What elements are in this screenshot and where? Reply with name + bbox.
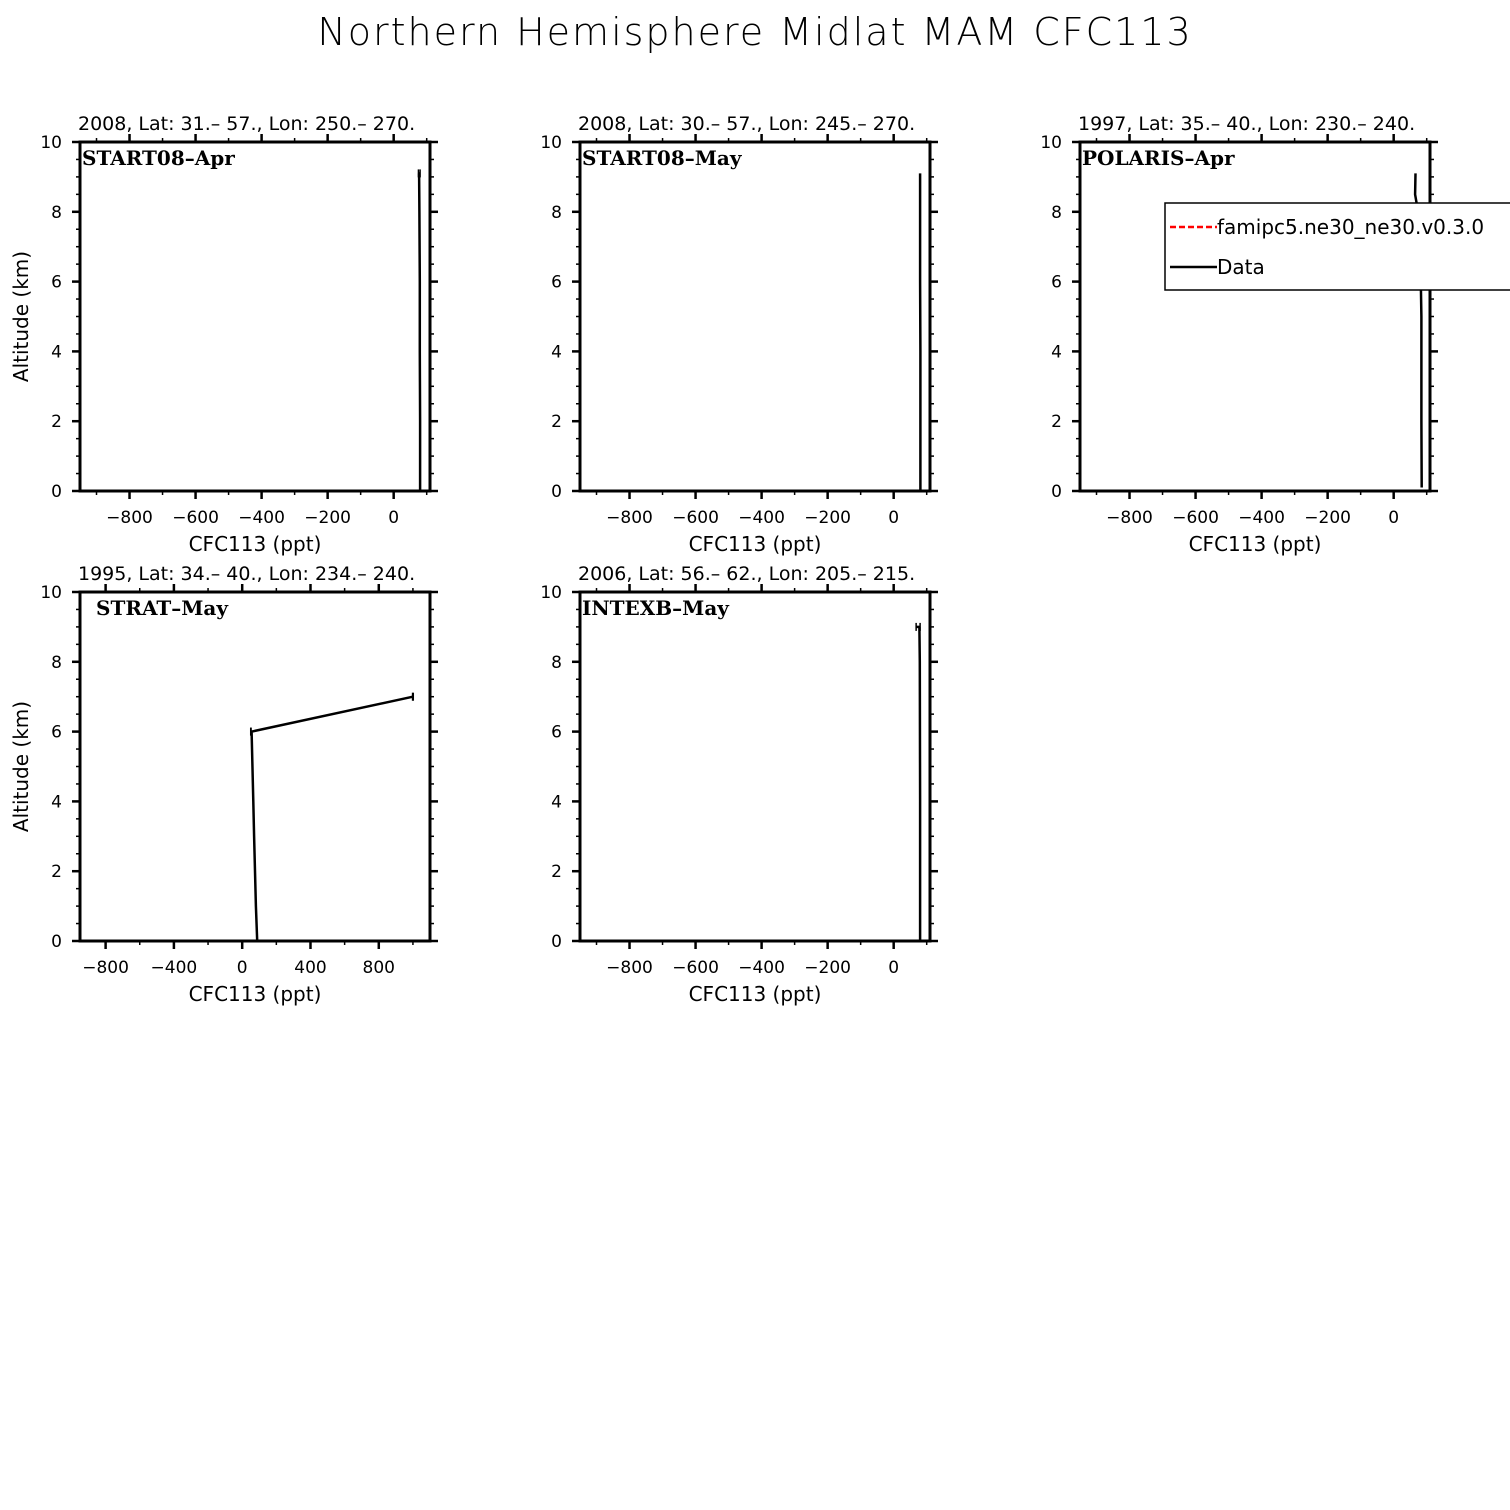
- y-tick-label: 6: [1051, 272, 1062, 293]
- x-tick-label: 0: [888, 508, 900, 528]
- x-tick-label: 0: [236, 958, 248, 978]
- y-axis-label: Altitude (km): [9, 700, 33, 833]
- y-tick-label: 10: [540, 583, 562, 603]
- series-line-data: [919, 627, 920, 941]
- x-tick-label: −600: [1172, 508, 1219, 528]
- panel-subtitle: 1997, Lat: 35.– 40., Lon: 230.– 240.: [1078, 113, 1416, 135]
- panel-label: START08–Apr: [82, 146, 235, 170]
- x-tick-label: −600: [172, 508, 219, 528]
- y-tick-label: 2: [1051, 412, 1062, 433]
- x-tick-label: −400: [150, 958, 198, 978]
- x-axis-label: CFC113 (ppt): [688, 532, 822, 556]
- y-tick-label: 8: [51, 652, 62, 673]
- x-axis-label: CFC113 (ppt): [688, 982, 822, 1006]
- y-tick-label: 6: [51, 722, 62, 743]
- panel-subtitle: 1995, Lat: 34.– 40., Lon: 234.– 240.: [78, 563, 416, 585]
- y-tick-label: 2: [51, 412, 62, 433]
- x-tick-label: −200: [804, 958, 851, 978]
- y-axis-label: Altitude (km): [9, 250, 33, 383]
- y-tick-label: 0: [551, 482, 562, 502]
- y-tick-label: 6: [551, 722, 562, 743]
- x-tick-label: −200: [804, 508, 851, 528]
- plot-frame: [1080, 142, 1430, 491]
- x-tick-label: −800: [106, 508, 153, 528]
- x-tick-label: −600: [672, 508, 719, 528]
- y-tick-label: 8: [1051, 202, 1062, 223]
- x-tick-label: 0: [888, 958, 900, 978]
- y-tick-label: 4: [51, 342, 62, 363]
- y-tick-label: 4: [551, 342, 562, 363]
- y-tick-label: 0: [551, 932, 562, 952]
- page-title: Northern Hemisphere Midlat MAM CFC113: [317, 10, 1193, 54]
- y-tick-label: 8: [51, 202, 62, 223]
- panel-subtitle: 2006, Lat: 56.– 62., Lon: 205.– 215.: [578, 563, 916, 585]
- chart-panel-5: [540, 563, 938, 1006]
- y-tick-label: 4: [551, 792, 562, 813]
- chart-panel-2: [540, 113, 938, 556]
- series-line-data: [252, 697, 413, 941]
- x-tick-label: −200: [304, 508, 351, 528]
- series-line-data: [419, 173, 420, 491]
- y-tick-label: 10: [540, 133, 562, 153]
- x-tick-label: 0: [1388, 508, 1400, 528]
- y-tick-label: 8: [551, 202, 562, 223]
- x-tick-label: 0: [388, 508, 400, 528]
- panel-label: START08–May: [582, 146, 742, 170]
- y-tick-label: 10: [1040, 133, 1062, 153]
- y-tick-label: 0: [51, 932, 62, 952]
- chart-panel-4: [9, 563, 438, 1006]
- x-tick-label: −800: [606, 958, 653, 978]
- y-tick-label: 4: [1051, 342, 1062, 363]
- panel-label: STRAT–May: [96, 596, 228, 620]
- y-tick-label: 10: [40, 583, 62, 603]
- y-tick-label: 0: [1051, 482, 1062, 502]
- x-tick-label: −400: [238, 508, 285, 528]
- y-tick-label: 0: [51, 482, 62, 502]
- y-tick-label: 8: [551, 652, 562, 673]
- x-tick-label: 800: [362, 958, 396, 978]
- legend-label: Data: [1217, 255, 1265, 279]
- chart-panels: [9, 113, 1510, 1006]
- plot-frame: [580, 592, 930, 941]
- legend-label: famipc5.ne30_ne30.v0.3.0: [1217, 215, 1485, 239]
- y-tick-label: 2: [551, 862, 562, 883]
- panel-subtitle: 2008, Lat: 31.– 57., Lon: 250.– 270.: [78, 113, 416, 135]
- x-tick-label: −800: [82, 958, 129, 978]
- x-axis-label: CFC113 (ppt): [1188, 532, 1322, 556]
- x-tick-label: 400: [294, 958, 327, 978]
- plot-frame: [580, 142, 930, 491]
- y-tick-label: 6: [551, 272, 562, 293]
- panel-label: INTEXB–May: [582, 596, 729, 620]
- chart-panel-3: [1040, 113, 1510, 556]
- chart-panel-1: [9, 113, 438, 556]
- y-tick-label: 2: [551, 412, 562, 433]
- x-tick-label: −800: [1106, 508, 1153, 528]
- plot-frame: [80, 142, 430, 491]
- panel-subtitle: 2008, Lat: 30.– 57., Lon: 245.– 270.: [578, 113, 916, 135]
- y-tick-label: 10: [40, 133, 62, 153]
- x-axis-label: CFC113 (ppt): [188, 532, 322, 556]
- legend: [1165, 203, 1510, 290]
- y-tick-label: 2: [51, 862, 62, 883]
- x-tick-label: −400: [738, 508, 785, 528]
- panel-label: POLARIS–Apr: [1082, 146, 1235, 170]
- x-tick-label: −400: [738, 958, 785, 978]
- x-axis-label: CFC113 (ppt): [188, 982, 322, 1006]
- x-tick-label: −600: [672, 958, 719, 978]
- x-tick-label: −200: [1304, 508, 1351, 528]
- y-tick-label: 4: [51, 792, 62, 813]
- x-tick-label: −400: [1238, 508, 1285, 528]
- x-tick-label: −800: [606, 508, 653, 528]
- y-tick-label: 6: [51, 272, 62, 293]
